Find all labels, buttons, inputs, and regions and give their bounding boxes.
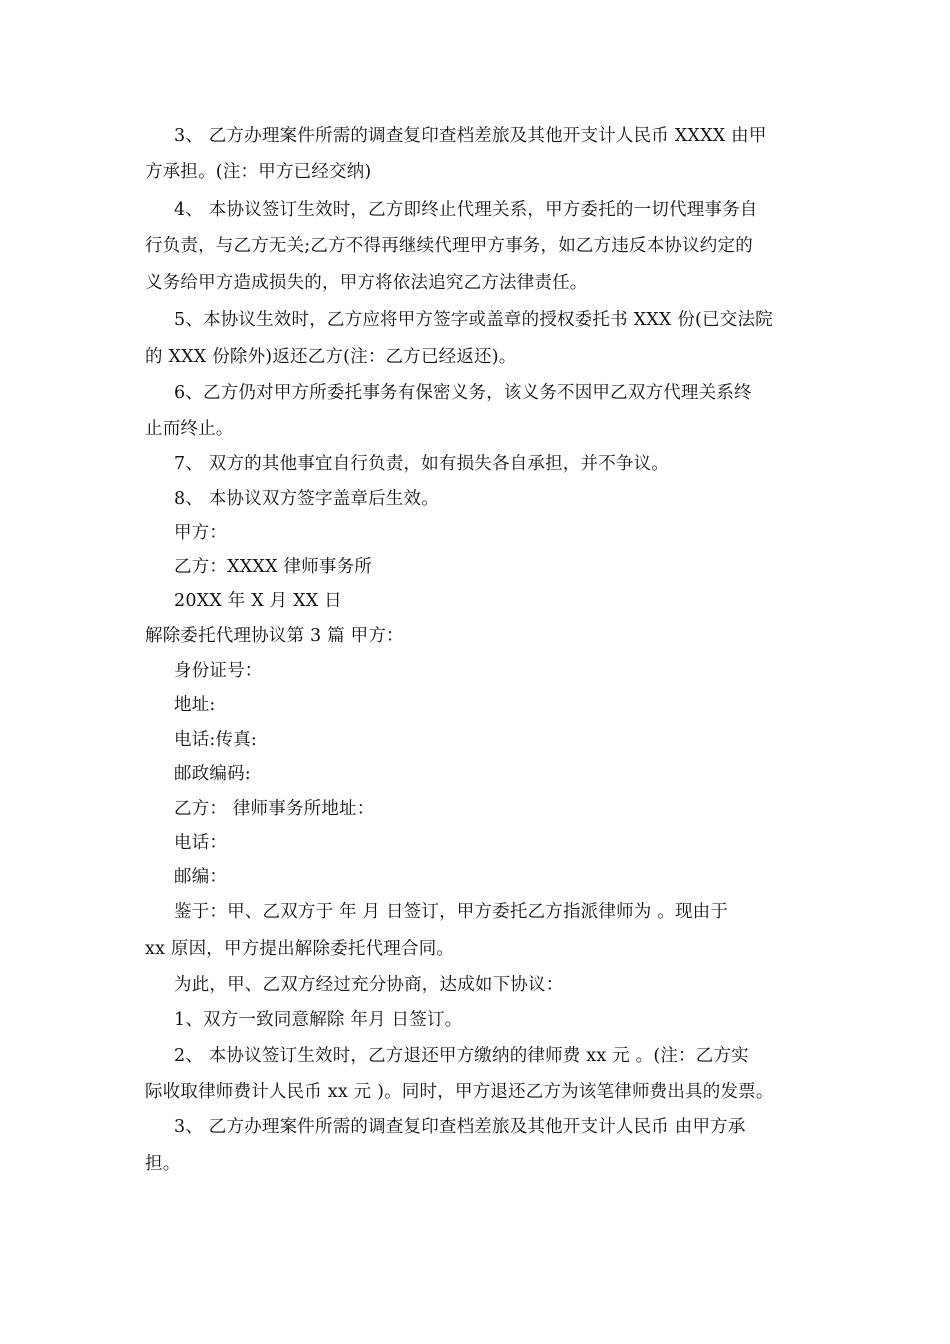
text-line: 7、 双方的其他事宜自行负责，如有损失各自承担，并不争议。	[174, 454, 669, 474]
text-line: 20XX 年 X 月 XX 日	[174, 591, 342, 611]
text-line: 邮编：	[174, 867, 228, 887]
text-line: 身份证号：	[174, 661, 263, 681]
text-line: 的 XXX 份除外)返还乙方(注：乙方已经返还)。	[145, 347, 517, 367]
text-line: 乙方：XXXX 律师事务所	[174, 557, 372, 577]
text-line: 邮政编码:	[174, 764, 251, 784]
text-line: 2、 本协议签订生效时，乙方退还甲方缴纳的律师费 xx 元 。(注：乙方实	[174, 1046, 749, 1066]
text-line: 解除委托代理协议第 3 篇 甲方：	[145, 626, 404, 646]
text-line: 止而终止。	[145, 419, 234, 439]
text-line: 为此，甲、乙双方经过充分协商，达成如下协议：	[174, 975, 564, 995]
text-line: 担。	[145, 1154, 181, 1174]
text-line: 乙方： 律师事务所地址：	[174, 799, 375, 819]
text-line: 方承担。(注：甲方已经交纳)	[145, 162, 372, 182]
text-line: 8、 本协议双方签字盖章后生效。	[174, 489, 439, 509]
text-line: xx 原因，甲方提出解除委托代理合同。	[145, 939, 455, 959]
text-line: 4、 本协议签订生效时，乙方即终止代理关系，甲方委托的一切代理事务自	[174, 200, 758, 220]
text-line: 1、双方一致同意解除 年月 日签订。	[174, 1010, 463, 1030]
text-line: 义务给甲方造成损失的，甲方将依法追究乙方法律责任。	[145, 273, 588, 293]
text-line: 5、本协议生效时，乙方应将甲方签字或盖章的授权委托书 XXX 份(已交法院	[174, 310, 773, 330]
text-line: 电话：	[174, 833, 228, 853]
text-line: 鉴于：甲、乙双方于 年 月 日签订，甲方委托乙方指派律师为 。现由于	[174, 902, 729, 922]
text-line: 6、乙方仍对甲方所委托事务有保密义务，该义务不因甲乙双方代理关系终	[174, 383, 752, 403]
text-line: 甲方：	[174, 523, 228, 543]
text-line: 际收取律师费计人民币 xx 元 )。同时，甲方退还乙方为该笔律师费出具的发票。	[145, 1082, 774, 1102]
text-line: 行负责，与乙方无关;乙方不得再继续代理甲方事务，如乙方违反本协议约定的	[145, 236, 753, 256]
text-line: 地址:	[174, 695, 216, 715]
text-line: 3、 乙方办理案件所需的调查复印查档差旅及其他开支计人民币 XXXX 由甲	[174, 126, 767, 146]
text-line: 3、 乙方办理案件所需的调查复印查档差旅及其他开支计人民币 由甲方承	[174, 1117, 746, 1137]
text-line: 电话:传真:	[174, 730, 257, 750]
